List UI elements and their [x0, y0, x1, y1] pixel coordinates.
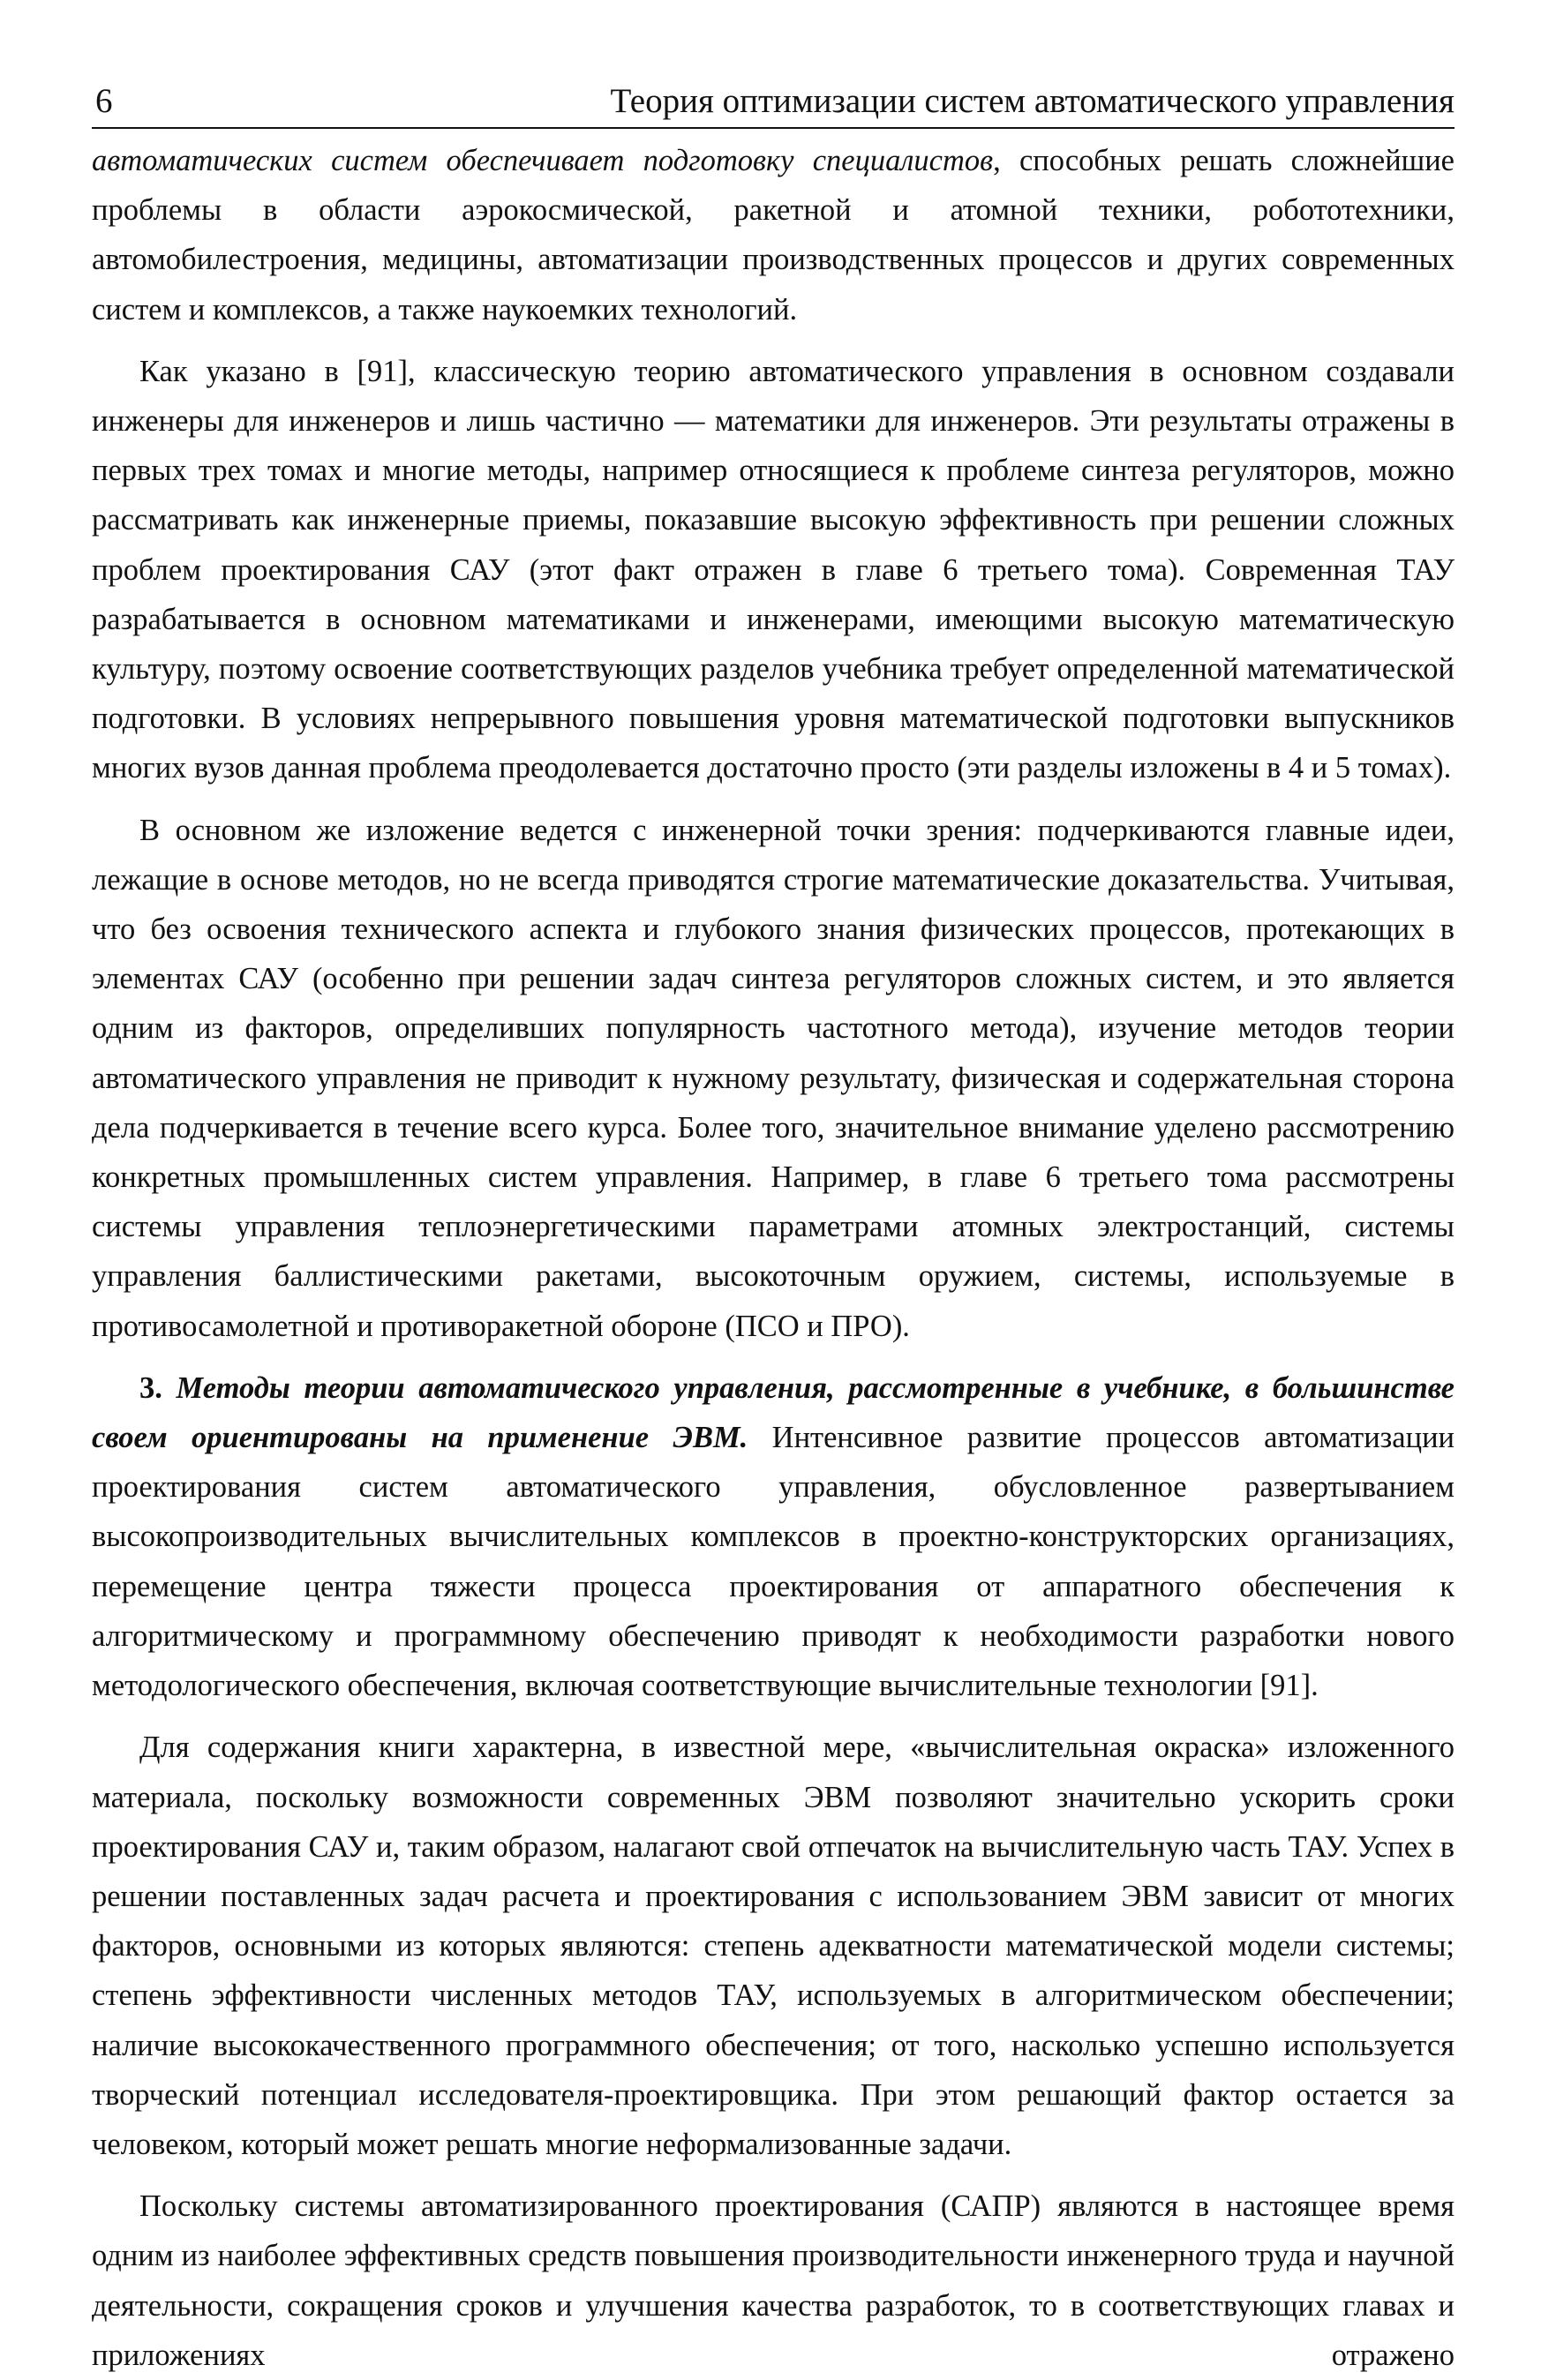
paragraph-1: [92, 136, 1455, 334]
section-number: 3.: [139, 1370, 162, 1405]
running-header: [92, 76, 1455, 129]
page-number: 6: [95, 82, 113, 120]
paragraph-5: Для содержания книги характерна, в известной мере, «вычислительная окраска» изложенного материала, поскольку возможности современных ЭВМ позволяют значительно ускорить сроки проектирования САУ и, таким образом, налагают свой отпечаток на вычислительную часть ТАУ. Успех в решении поставленных задач расчета и проектирования с использованием ЭВМ зависит от многих факторов, основными из которых являются: степень адекватности математической модели системы; степень эффективности численных методов ТАУ, используемых в алгоритмическом обеспечении; наличие высококачественного программного обеспечения; от того, насколько успешно используется творческий потенциал исследователя-проектировщика. При этом решающий фактор остается за человеком, который может решать многие неформализованные задачи.: [92, 1731, 1455, 2161]
paragraph-6: Поскольку системы автоматизированного проектирования (САПР) являются в настоящее время одним из наиболее эффективных средств повышения производительности инженерного труда и научной деятельности, сокращения сроков и улучшения качества разработок, то в соответствующих главах и приложениях отражено: [92, 2189, 1455, 2372]
paragraph-3: В основном же изложение ведется с инженерной точки зрения: подчеркиваются главные идеи, лежащие в основе методов, но не всегда приводятся строгие математические доказательства. Учитывая, что без освоения технического аспекта и глубокого знания физических процессов, протекающих в элементах САУ (особенно при решении задач синтеза регуляторов сложных систем, и это является одним из факторов, определивших популярность частотного метода), изучение методов теории автоматического управления не приводит к нужному результату, физическая и содержательная сторона дела подчеркивается в течение всего курса. Более того, значительное внимание уделено рассмотрению конкретных промышленных систем управления. Например, в главе 6 третьего тома рассмотрены системы управления теплоэнергетическими параметрами атомных электростанций, системы управления баллистическими ракетами, высокоточным оружием, системы, используемые в противосамолетной и противоракетной обороне (ПСО и ПРО).: [92, 813, 1455, 1343]
paragraph-4-text: Интенсивное развитие процессов автоматизации проектирования систем автоматического управления, обусловленное развертыванием высокопроизводительных вычислительных комплексов в проектно-конструкторских организациях, перемещение центра тяжести процесса проектирования от аппаратного обеспечения к алгоритмическому и программному обеспечению приводят к необходимости разработки нового методологического обеспечения, включая соответствующие вычислительные технологии [91].: [92, 1421, 1455, 1703]
body-text: [92, 136, 1455, 2380]
paragraph-1-text: , способных решать сложнейшие проблемы в области аэрокосмической, ракетной и атомной техники, робототехники, автомобилестроения, медицины, автоматизации производственных процессов и других современных систем и комплексов, а также наукоемких технологий.: [92, 144, 1455, 327]
paragraph-2: Как указано в [91], классическую теорию автоматического управления в основном создавали инженеры для инженеров и лишь частично — математики для инженеров. Эти результаты отражены в первых трех томах и многие методы, например относящиеся к проблеме синтеза регуляторов, можно рассматривать как инженерные приемы, показавшие высокую эффективность при решении сложных проблем проектирования САУ (этот факт отражен в главе 6 третьего тома). Современная ТАУ разрабатывается в основном математиками и инженерами, имеющими высокую математическую культуру, поэтому освоение соответствующих разделов учебника требует определенной математической подготовки. В условиях непрерывного повышения уровня математической подготовки выпускников многих вузов данная проблема преодолевается достаточно просто (эти разделы изложены в 4 и 5 томах).: [92, 354, 1455, 785]
book-page: [92, 76, 1455, 2380]
running-title: Теория оптимизации систем автоматического управления: [610, 82, 1455, 120]
paragraph-4: [92, 1363, 1455, 1710]
italic-lead: автоматических систем обеспечивает подготовку специалистов: [92, 144, 994, 177]
bold-italic-lead: Методы теории автоматического управления, рассмотренные в учебнике, в большинстве своем ориентированы на применение ЭВМ.: [92, 1370, 1455, 1455]
